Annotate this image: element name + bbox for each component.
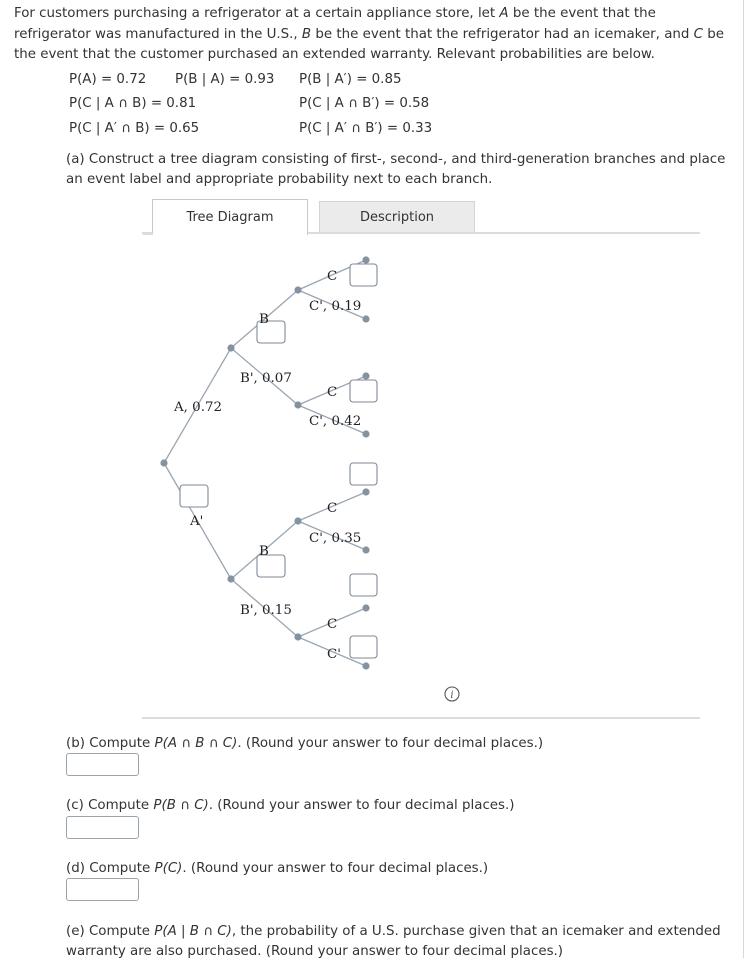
tree-node-ab <box>294 286 301 293</box>
tree-node-a-bprime <box>294 401 301 408</box>
prob-c-given-a-not-b: P(C | A ∩ B′) = 0.58 <box>299 96 430 111</box>
section-divider <box>142 717 700 719</box>
problem-intro: For customers purchasing a refrigerator at a certain appliance store, let A be the event that the refrigerator was manufactured in the U.S., B be the event that the refrigerator had an icemaker, and C be the event that the customer purchased an extended warranty. Relevant probabilities are below. <box>14 6 725 62</box>
tree-leaf-6 <box>362 546 369 553</box>
tree-node-a <box>227 344 234 351</box>
answer-input-d[interactable] <box>66 878 139 901</box>
answer-box-c3[interactable] <box>350 463 377 485</box>
label-c4-prime: C' <box>327 647 341 662</box>
tree-leaf-3 <box>362 372 369 379</box>
answer-input-c[interactable] <box>66 816 139 839</box>
answer-box-c1[interactable] <box>350 264 377 286</box>
label-b-lower: B <box>259 544 269 559</box>
tree-leaf-7 <box>362 604 369 611</box>
answer-box-a-prime[interactable] <box>180 485 208 507</box>
prob-b-given-a: P(B | A) = 0.93 <box>175 72 275 87</box>
tree-node-root <box>160 459 167 466</box>
label-b-upper: B <box>259 312 269 327</box>
part-a-question: (a) Construct a tree diagram consisting of first-, second-, and third-generation branches and place an event label and appropriate probability next to each branch. <box>66 152 726 187</box>
prob-c-given-not-a-not-b: P(C | A′ ∩ B′) = 0.33 <box>299 121 433 136</box>
prob-c-given-a-b: P(C | A ∩ B) = 0.81 <box>69 96 197 111</box>
part-e-question: (e) Compute P(A | B ∩ C), the probability of a U.S. purchase given that an icemaker and extended warranty are also purchased. (Round your answer to four decimal places.) <box>66 924 721 959</box>
tab-description[interactable]: Description <box>319 201 475 232</box>
label-a-prime: A' <box>190 514 204 529</box>
tree-leaf-1 <box>362 256 369 263</box>
label-c3-prime: C', 0.35 <box>309 531 362 546</box>
part-c-question: (c) Compute P(B ∩ C). (Round your answer to four decimal places.) <box>66 798 515 813</box>
label-a: A, 0.72 <box>174 400 222 415</box>
part-b-question: (b) Compute P(A ∩ B ∩ C). (Round your answer to four decimal places.) <box>66 736 544 751</box>
part-d-question: (d) Compute P(C). (Round your answer to four decimal places.) <box>66 861 489 876</box>
tab-tree-diagram[interactable]: Tree Diagram <box>152 199 308 235</box>
answer-box-c4-prime[interactable] <box>350 636 377 658</box>
tree-node-aprime-b <box>294 517 301 524</box>
answer-input-b[interactable] <box>66 753 139 776</box>
label-c2-prime: C', 0.42 <box>309 414 362 429</box>
label-c1: C <box>327 269 338 284</box>
prob-b-given-not-a: P(B | A′) = 0.85 <box>299 72 402 87</box>
tree-leaf-4 <box>362 430 369 437</box>
label-c4: C <box>327 617 338 632</box>
tree-leaf-5 <box>362 488 369 495</box>
tree-node-aprime-bprime <box>294 633 301 640</box>
tree-node-a-prime <box>227 575 234 582</box>
svg-text:i: i <box>450 690 454 701</box>
label-c2: C <box>327 385 338 400</box>
answer-box-c2[interactable] <box>350 380 377 402</box>
label-c3: C <box>327 501 338 516</box>
tree-leaf-2 <box>362 315 369 322</box>
prob-c-given-not-a-b: P(C | A′ ∩ B) = 0.65 <box>69 121 200 136</box>
prob-a: P(A) = 0.72 <box>69 72 147 87</box>
label-b-prime-upper: B', 0.07 <box>240 371 292 386</box>
label-c1-prime: C', 0.19 <box>309 299 362 314</box>
label-b-prime-lower: B', 0.15 <box>240 603 292 618</box>
answer-box-c4[interactable] <box>350 574 377 596</box>
tree-leaf-8 <box>362 662 369 669</box>
info-icon[interactable] <box>444 686 460 702</box>
